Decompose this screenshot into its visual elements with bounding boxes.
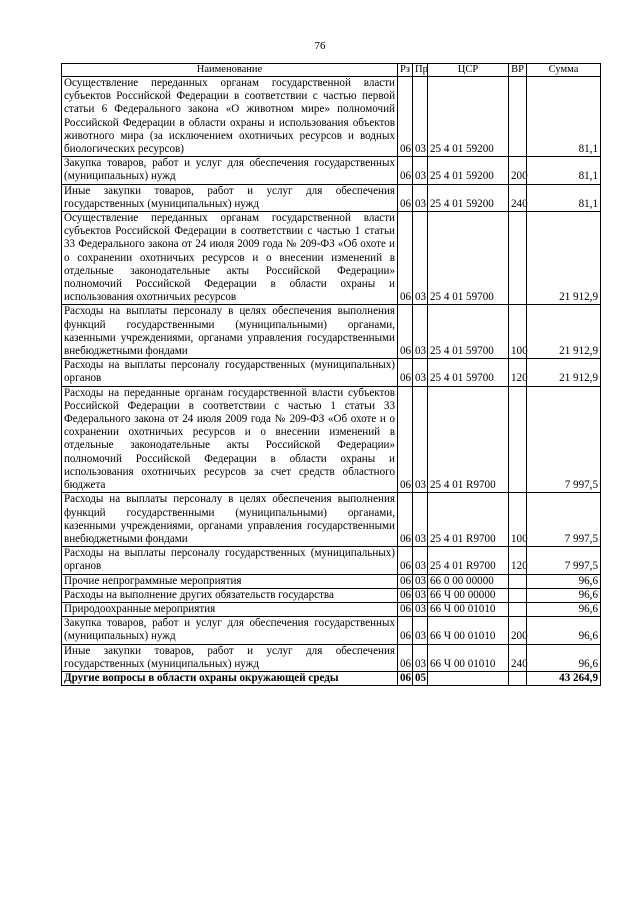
row-csr: 66 Ч 00 01010 — [428, 644, 509, 671]
table-header-row — [62, 64, 601, 77]
row-vr: 240 — [509, 184, 527, 211]
table-row — [62, 588, 601, 602]
row-csr: 25 4 01 R9700 — [428, 493, 509, 547]
budget-table — [61, 63, 601, 686]
row-pr: 03 — [413, 574, 428, 588]
row-sum: 96,6 — [527, 617, 601, 644]
row-name: Расходы на выполнение других обязательств государства — [62, 588, 398, 602]
row-rz: 06 — [398, 359, 413, 386]
row-name: Осуществление переданных органам государственной власти субъектов Российской Федерации в соответствии с частью 1 статьи 33 Федерального закона от 24 июля 2009 года № 209-ФЗ «Об охоте и о сохранении охотничьих ресурсов и о внесении изменений в отдельные законодательные акты Российской Федерации» полномочий Российской Федерации в области охраны и использования охотничьих ресурсов — [62, 212, 398, 305]
total-csr — [428, 671, 509, 685]
row-csr: 66 Ч 00 00000 — [428, 588, 509, 602]
total-sum: 43 264,9 — [527, 671, 601, 685]
row-vr: 200 — [509, 617, 527, 644]
row-csr: 25 4 01 59700 — [428, 305, 509, 359]
row-name: Закупка товаров, работ и услуг для обеспечения государственных (муниципальных) нужд — [62, 617, 398, 644]
row-rz: 06 — [398, 184, 413, 211]
row-vr — [509, 386, 527, 493]
row-vr — [509, 212, 527, 305]
row-csr: 25 4 01 R9700 — [428, 386, 509, 493]
row-sum: 21 912,9 — [527, 305, 601, 359]
header-csr: ЦСР — [428, 64, 509, 77]
row-pr: 03 — [413, 547, 428, 574]
table-row — [62, 184, 601, 211]
row-csr: 66 Ч 00 01010 — [428, 617, 509, 644]
table-total-row — [62, 671, 601, 685]
row-name: Расходы на выплаты персоналу в целях обеспечения выполнения функций государственными (муниципальными) органами, казенными учреждениями, органами управления государственными внебюджетными фондами — [62, 305, 398, 359]
row-csr: 25 4 01 R9700 — [428, 547, 509, 574]
row-name: Прочие непрограммные мероприятия — [62, 574, 398, 588]
row-vr: 200 — [509, 157, 527, 184]
row-vr: 100 — [509, 493, 527, 547]
row-name: Иные закупки товаров, работ и услуг для обеспечения государственных (муниципальных) нужд — [62, 644, 398, 671]
header-vr: ВР — [509, 64, 527, 77]
row-vr: 240 — [509, 644, 527, 671]
row-sum: 96,6 — [527, 644, 601, 671]
row-vr — [509, 574, 527, 588]
row-pr: 03 — [413, 588, 428, 602]
row-sum: 7 997,5 — [527, 386, 601, 493]
row-sum: 81,1 — [527, 157, 601, 184]
row-pr: 03 — [413, 305, 428, 359]
row-sum: 7 997,5 — [527, 493, 601, 547]
row-pr: 03 — [413, 386, 428, 493]
table-row — [62, 547, 601, 574]
row-rz: 06 — [398, 493, 413, 547]
table-row — [62, 157, 601, 184]
row-name: Расходы на выплаты персоналу государственных (муниципальных) органов — [62, 359, 398, 386]
table-row — [62, 602, 601, 616]
row-sum: 96,6 — [527, 588, 601, 602]
row-pr: 03 — [413, 617, 428, 644]
row-csr: 66 0 00 00000 — [428, 574, 509, 588]
row-pr: 03 — [413, 184, 428, 211]
row-rz: 06 — [398, 77, 413, 157]
row-pr: 03 — [413, 644, 428, 671]
header-rz: Рз — [398, 64, 413, 77]
row-sum: 21 912,9 — [527, 359, 601, 386]
header-pr: Пр — [413, 64, 428, 77]
row-rz: 06 — [398, 547, 413, 574]
row-name: Расходы на выплаты персоналу в целях обеспечения выполнения функций государственными (муниципальными) органами, казенными учреждениями, органами управления государственными внебюджетными фондами — [62, 493, 398, 547]
row-rz: 06 — [398, 574, 413, 588]
row-pr: 03 — [413, 77, 428, 157]
row-sum: 96,6 — [527, 574, 601, 588]
row-sum: 96,6 — [527, 602, 601, 616]
total-vr — [509, 671, 527, 685]
row-pr: 03 — [413, 359, 428, 386]
row-rz: 06 — [398, 157, 413, 184]
table-row — [62, 617, 601, 644]
row-vr — [509, 588, 527, 602]
total-pr: 05 — [413, 671, 428, 685]
row-rz: 06 — [398, 212, 413, 305]
row-vr — [509, 77, 527, 157]
row-sum: 21 912,9 — [527, 212, 601, 305]
table-row — [62, 212, 601, 305]
table-row — [62, 359, 601, 386]
row-pr: 03 — [413, 493, 428, 547]
row-csr: 25 4 01 59200 — [428, 77, 509, 157]
row-name: Закупка товаров, работ и услуг для обеспечения государственных (муниципальных) нужд — [62, 157, 398, 184]
row-csr: 66 Ч 00 01010 — [428, 602, 509, 616]
row-sum: 7 997,5 — [527, 547, 601, 574]
page-number: 76 — [314, 40, 326, 52]
row-rz: 06 — [398, 386, 413, 493]
row-vr: 120 — [509, 359, 527, 386]
row-csr: 25 4 01 59700 — [428, 359, 509, 386]
row-rz: 06 — [398, 617, 413, 644]
row-pr: 03 — [413, 212, 428, 305]
table-row — [62, 644, 601, 671]
row-rz: 06 — [398, 602, 413, 616]
row-csr: 25 4 01 59200 — [428, 157, 509, 184]
row-name: Расходы на выплаты персоналу государственных (муниципальных) органов — [62, 547, 398, 574]
row-name: Осуществление переданных органам государственной власти субъектов Российской Федерации в соответствии с частью первой статьи 6 Федерального закона «О животном мире» полномочий Российской Федерации в области охраны и использования объектов животного мира (за исключением охотничьих ресурсов и водных биологических ресурсов) — [62, 77, 398, 157]
row-vr — [509, 602, 527, 616]
total-name: Другие вопросы в области охраны окружающей среды — [62, 671, 398, 685]
row-pr: 03 — [413, 602, 428, 616]
row-name: Расходы на переданные органам государственной власти субъектов Российской Федерации в соответствии с частью 1 статьи 33 Федерального закона от 24 июля 2009 года № 209-ФЗ «Об охоте и о сохранении охотничьих ресурсов и о внесении изменений в отдельные законодательные акты Российской Федерации» полномочий Российской Федерации в области охраны и использования охотничьих ресурсов за счет средств областного бюджета — [62, 386, 398, 493]
row-rz: 06 — [398, 305, 413, 359]
row-csr: 25 4 01 59700 — [428, 212, 509, 305]
table-row — [62, 574, 601, 588]
row-sum: 81,1 — [527, 184, 601, 211]
header-name: Наименование — [62, 64, 398, 77]
row-csr: 25 4 01 59200 — [428, 184, 509, 211]
row-name: Иные закупки товаров, работ и услуг для обеспечения государственных (муниципальных) нужд — [62, 184, 398, 211]
table-row — [62, 305, 601, 359]
total-rz: 06 — [398, 671, 413, 685]
row-vr: 120 — [509, 547, 527, 574]
row-rz: 06 — [398, 588, 413, 602]
row-rz: 06 — [398, 644, 413, 671]
row-pr: 03 — [413, 157, 428, 184]
table-row — [62, 493, 601, 547]
table-row — [62, 386, 601, 493]
row-sum: 81,1 — [527, 77, 601, 157]
row-vr: 100 — [509, 305, 527, 359]
table-row — [62, 77, 601, 157]
header-sum: Сумма — [527, 64, 601, 77]
row-name: Природоохранные мероприятия — [62, 602, 398, 616]
